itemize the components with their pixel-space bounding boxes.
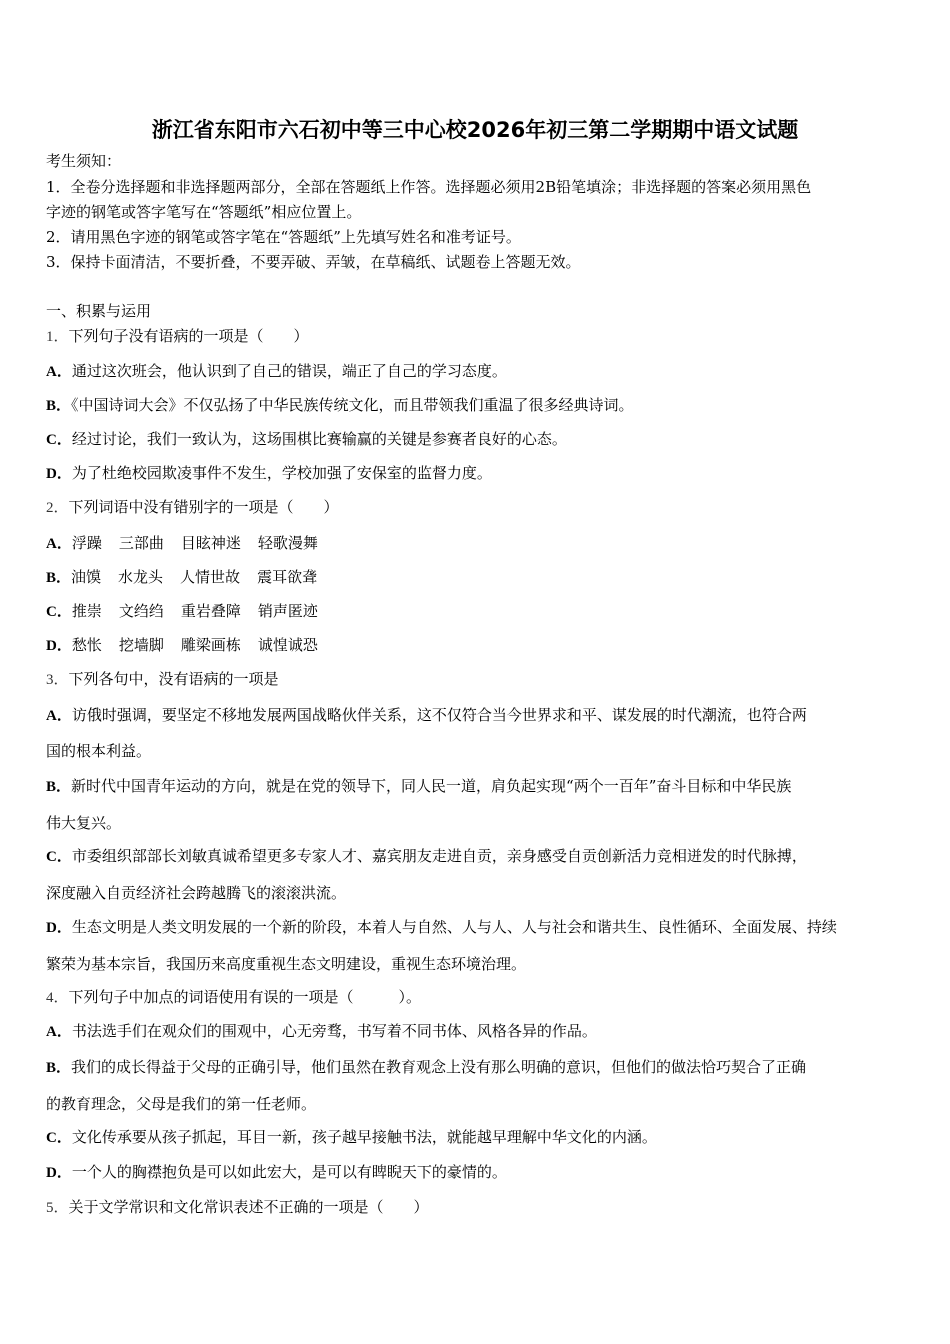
- question-3-option-a-line-1: [46, 705, 807, 726]
- question-1-stem: [46, 326, 309, 347]
- option-letter: A．: [46, 536, 72, 552]
- word: 轻歌漫舞: [257, 534, 318, 552]
- question-number: 3．: [46, 672, 69, 688]
- option-letter: B．: [46, 779, 72, 795]
- question-2-option-c: [46, 601, 335, 622]
- option-letter: C．: [46, 849, 72, 865]
- word: 诚惶诚恐: [257, 636, 318, 654]
- question-text: 下列词语中没有错别字的一项是（ ）: [68, 498, 339, 516]
- option-letter: B．: [46, 570, 72, 586]
- option-text: 《中国诗词大会》不仅弘扬了中华民族传统文化，而且带领我们重温了很多经典诗词。: [71, 396, 634, 414]
- question-text: 下列句子没有语病的一项是（ ）: [68, 327, 309, 345]
- page-title: 浙江省东阳市六石初中等三中心校2026年初三第二学期期中语文试题: [151, 118, 799, 142]
- word: 震耳欲聋: [257, 568, 318, 586]
- option-text: 访俄时强调，要坚定不移地发展两国战略伙伴关系，这不仅符合当今世界求和平、谋发展的时代潮流，也符合两: [71, 706, 807, 724]
- question-3-option-d-line-2: 繁荣为基本宗旨，我国历来高度重视生态文明建设，重视生态环境治理。: [46, 955, 527, 973]
- notice-heading: 考生须知：: [46, 152, 122, 170]
- question-3-stem: [46, 669, 279, 690]
- question-3-option-b-line-2: 伟大复兴。: [46, 814, 122, 832]
- option-text: 文化传承要从孩子抓起，耳目一新，孩子越早接触书法，就能越早理解中华文化的内涵。: [71, 1128, 657, 1146]
- notice-item-1-line-1: 1．全卷分选择题和非选择题两部分，全部在答题纸上作答。选择题必须用2B铅笔填涂；非选择题的答案必须用黑色: [46, 178, 812, 196]
- question-1-option-a: [46, 361, 507, 382]
- option-letter: A．: [46, 1024, 72, 1040]
- option-text: 经过讨论，我们一致认为，这场围棋比赛输赢的关键是参赛者良好的心态。: [71, 430, 567, 448]
- word: 人情世故: [180, 568, 241, 586]
- option-text: 生态文明是人类文明发展的一个新的阶段，本着人与自然、人与人、人与社会和谐共生、良性循环、全面发展、持续: [71, 918, 837, 936]
- question-number: 1．: [46, 329, 69, 345]
- option-letter: D．: [46, 920, 72, 936]
- word: 水龙头: [118, 568, 164, 586]
- section-heading: 一、积累与运用: [46, 302, 152, 320]
- option-letter: A．: [46, 708, 72, 724]
- word: 重岩叠障: [180, 602, 241, 620]
- word: 文绉绉: [118, 602, 164, 620]
- question-3-option-b-line-1: [46, 776, 791, 797]
- question-2-option-b: [46, 567, 334, 588]
- option-letter: B．: [46, 1060, 72, 1076]
- notice-item-2: 2．请用黑色字迹的钢笔或答字笔在“答题纸”上先填写姓名和准考证号。: [46, 228, 521, 246]
- question-4-option-b-line-1: [46, 1057, 806, 1078]
- question-1-option-c: [46, 429, 567, 450]
- option-text: 我们的成长得益于父母的正确引导，他们虽然在教育观念上没有那么明确的意识，但他们的做法恰巧契合了正确: [71, 1058, 807, 1076]
- option-letter: D．: [46, 1165, 72, 1181]
- word: 挖墙脚: [118, 636, 164, 654]
- question-2-option-a: [46, 533, 335, 554]
- question-2-option-d: [46, 635, 335, 656]
- question-4-option-d: [46, 1162, 507, 1183]
- word: 愁怅: [71, 636, 102, 654]
- question-4-option-b-line-2: 的教育理念，父母是我们的第一任老师。: [46, 1095, 317, 1113]
- question-4-option-c: [46, 1127, 657, 1148]
- question-4-option-a: [46, 1021, 597, 1042]
- question-1-option-b: [46, 395, 634, 416]
- option-letter: A．: [46, 364, 72, 380]
- option-letter: D．: [46, 638, 72, 654]
- word: 销声匿迹: [257, 602, 318, 620]
- question-3-option-c-line-1: [46, 846, 807, 867]
- option-letter: C．: [46, 604, 72, 620]
- question-number: 5．: [46, 1200, 69, 1216]
- option-letter: C．: [46, 1130, 72, 1146]
- notice-item-1-line-2: 字迹的钢笔或答字笔写在“答题纸”相应位置上。: [46, 203, 362, 221]
- question-text: 关于文学常识和文化常识表述不正确的一项是（ ）: [68, 1198, 429, 1216]
- option-letter: C．: [46, 432, 72, 448]
- question-number: 4．: [46, 990, 69, 1006]
- word: 浮躁: [71, 534, 102, 552]
- question-text: 下列句子中加点的词语使用有误的一项是（ ）。: [68, 988, 422, 1006]
- option-text: 新时代中国青年运动的方向，就是在党的领导下，同人民一道，肩负起实现“两个一百年”奋斗目标和中华民族: [71, 777, 792, 795]
- word: 目眩神迷: [180, 534, 241, 552]
- question-3-option-a-line-2: 国的根本利益。: [46, 742, 152, 760]
- option-letter: B．: [46, 398, 72, 414]
- question-1-option-d: [46, 463, 492, 484]
- question-text: 下列各句中，没有语病的一项是: [68, 670, 279, 688]
- question-2-stem: [46, 497, 339, 518]
- word: 油馍: [71, 568, 102, 586]
- option-text: 书法选手们在观众们的围观中，心无旁骛，书写着不同书体、风格各异的作品。: [71, 1022, 597, 1040]
- word: 推崇: [71, 602, 102, 620]
- question-number: 2．: [46, 500, 69, 516]
- question-4-stem: [46, 987, 421, 1008]
- question-3-option-d-line-1: [46, 917, 837, 938]
- option-text: 一个人的胸襟抱负是可以如此宏大，是可以有睥睨天下的豪情的。: [71, 1163, 507, 1181]
- notice-item-3: 3．保持卡面清洁，不要折叠，不要弄破、弄皱，在草稿纸、试题卷上答题无效。: [46, 253, 581, 271]
- question-3-option-c-line-2: 深度融入自贡经济社会跨越腾飞的滚滚洪流。: [46, 884, 347, 902]
- option-text: 市委组织部部长刘敏真诚希望更多专家人才、嘉宾朋友走进自贡，亲身感受自贡创新活力竞相迸发的时代脉搏，: [71, 847, 807, 865]
- word: 三部曲: [118, 534, 164, 552]
- word: 雕梁画栋: [180, 636, 241, 654]
- option-letter: D．: [46, 466, 72, 482]
- question-5-stem: [46, 1197, 429, 1218]
- option-text: 通过这次班会，他认识到了自己的错误，端正了自己的学习态度。: [71, 362, 507, 380]
- option-text: 为了杜绝校园欺凌事件不发生，学校加强了安保室的监督力度。: [71, 464, 492, 482]
